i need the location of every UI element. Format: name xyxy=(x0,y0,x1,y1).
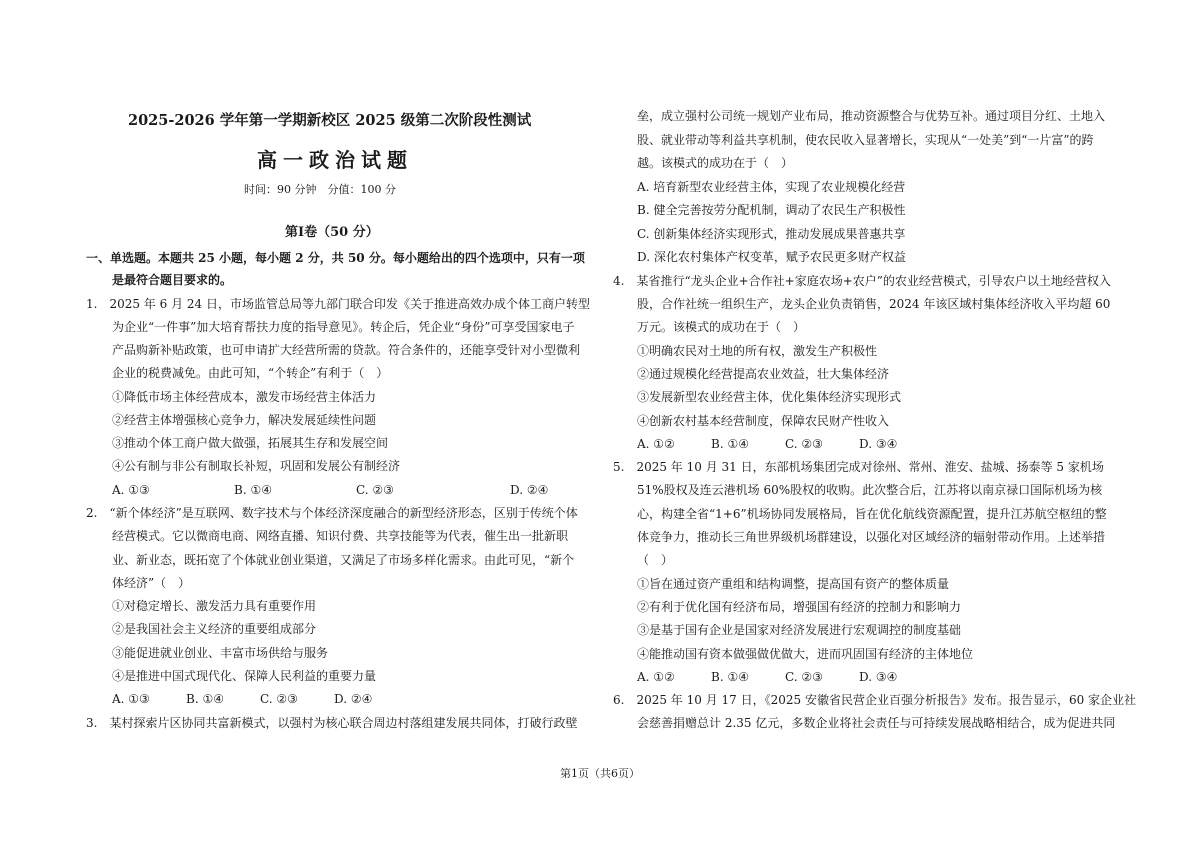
volume-heading: 第Ⅰ卷（50 分） xyxy=(285,225,379,240)
option-c[interactable]: C. ②③ xyxy=(356,483,394,497)
option-a[interactable]: A. ①② xyxy=(637,670,675,684)
statement-2: ②是我国社会主义经济的重要组成部分 xyxy=(112,622,317,636)
section-instruction-cont: 是最符合题目要求的。 xyxy=(112,273,233,287)
option-c[interactable]: C. ②③ xyxy=(785,670,823,684)
statement-3: ③推动个体工商户做大做强，拓展其生存和发展空间 xyxy=(112,436,389,450)
option-a[interactable]: A. ①③ xyxy=(112,483,150,497)
question-text: 1. 2025 年 6 月 24 日，市场监管总局等九部门联合印发《关于推进高效办成个体工商户转型 xyxy=(86,297,590,311)
question-text: 股，合作社统一组织生产，龙头企业负责销售，2024 年该区域村集体经济收入平均超 60 xyxy=(637,297,1111,311)
statement-1: ①对稳定增长、激发活力具有重要作用 xyxy=(112,599,317,613)
question-text: 51%股权及连云港机场 60%股权的收购。此次整合后，江苏将以南京禄口国际机场为核 xyxy=(637,483,1103,497)
option-b[interactable]: B. ①④ xyxy=(234,483,272,497)
page-footer: 第1页（共6页） xyxy=(560,767,640,780)
option-b[interactable]: B. ①④ xyxy=(186,692,224,706)
question-text: 股、就业带动等利益共享机制，使农民收入显著增长，实现从“一处美”到“一片富”的跨 xyxy=(637,133,1094,147)
question-text: 万元。该模式的成功在于（ ） xyxy=(637,320,806,334)
question-text: 5. 2025 年 10 月 31 日，东部机场集团完成对徐州、常州、淮安、盐城、扬泰等 5 家机场 xyxy=(613,460,1104,474)
option-d[interactable]: D. ③④ xyxy=(859,437,898,451)
statement-3: ③发展新型农业经营主体，优化集体经济实现形式 xyxy=(637,390,902,404)
question-text: 垒，成立强村公司统一规划产业布局，推动资源整合与优势互补。通过项目分红、土地入 xyxy=(637,109,1106,123)
question-text: 产品购新补贴政策，也可申请扩大经营所需的贷款。符合条件的，还能享受针对小型微利 xyxy=(112,343,581,357)
question-text: 心，构建全省“1+6”机场协同发展格局，旨在优化航线资源配置，提升江苏航空枢纽的整 xyxy=(637,507,1107,521)
statement-2: ②经营主体增强核心竞争力，解决发展延续性问题 xyxy=(112,413,377,427)
option-b[interactable]: B. ①④ xyxy=(711,670,749,684)
exam-meta: 时间：90 分钟 分值：100 分 xyxy=(244,183,396,196)
statement-4: ④公有制与非公有制取长补短，巩固和发展公有制经济 xyxy=(112,459,401,473)
section-instruction: 一、单选题。本题共 25 小题，每小题 2 分，共 50 分。每小题给出的四个选项中，只有一项 xyxy=(86,251,585,265)
question-text: 体经济”（ ） xyxy=(112,576,191,590)
statement-1: ①明确农民对土地的所有权，激发生产积极性 xyxy=(637,344,878,358)
question-text: 越。该模式的成功在于（ ） xyxy=(637,156,794,170)
statement-1: ①旨在通过资产重组和结构调整，提高国有资产的整体质量 xyxy=(637,577,950,591)
option-d[interactable]: D. ②④ xyxy=(334,692,373,706)
question-text: 会慈善捐赠总计 2.35 亿元，多数企业将社会责任与可持续发展战略相结合，成为促进共同 xyxy=(637,716,1116,730)
statement-4: ④能推动国有资本做强做优做大，进而巩固国有经济的主体地位 xyxy=(637,647,974,661)
question-text: （ ） xyxy=(637,553,674,567)
option-d[interactable]: D. ②④ xyxy=(510,483,549,497)
option-d[interactable]: D. ③④ xyxy=(859,670,898,684)
option-a[interactable]: A. ①② xyxy=(637,437,675,451)
question-text: 2. “新个体经济”是互联网、数字技术与个体经济深度融合的新型经济形态，区别于传统个体 xyxy=(86,506,578,520)
statement-4: ④是推进中国式现代化、保障人民利益的重要力量 xyxy=(112,669,377,683)
statement-3: ③能促进就业创业、丰富市场供给与服务 xyxy=(112,646,329,660)
question-text: 为企业“一件事”加大培育帮扶力度的指导意见》。转企后，凭企业“身份”可享受国家电子 xyxy=(112,320,575,334)
option-a[interactable]: A. ①③ xyxy=(112,692,150,706)
question-text: 6. 2025 年 10 月 17 日，《2025 安徽省民营企业百强分析报告》发布。报告显示，60 家企业社 xyxy=(613,693,1137,707)
option-c[interactable]: C. ②③ xyxy=(260,692,298,706)
question-text: 体竞争力，推动长三角世界级机场群建设，以强化对区域经济的辐射带动作用。上述举措 xyxy=(637,530,1106,544)
exam-title: 2025-2026 学年第一学期新校区 2025 级第二次阶段性测试 xyxy=(128,112,532,129)
question-text: 企业的税费减免。由此可知，“个转企”有利于（ ） xyxy=(112,366,389,380)
statement-2: ②通过规模化经营提高农业效益，壮大集体经济 xyxy=(637,367,890,381)
option-d[interactable]: D. 深化农村集体产权变革，赋予农民更多财产权益 xyxy=(637,250,906,264)
option-b[interactable]: B. ①④ xyxy=(711,437,749,451)
statement-2: ②有利于优化国有经济布局，增强国有经济的控制力和影响力 xyxy=(637,600,962,614)
option-c[interactable]: C. ②③ xyxy=(785,437,823,451)
option-a[interactable]: A. 培育新型农业经营主体，实现了农业规模化经营 xyxy=(637,180,906,194)
option-c[interactable]: C. 创新集体经济实现形式，推动发展成果普惠共享 xyxy=(637,227,906,241)
statement-1: ①降低市场主体经营成本，激发市场经营主体活力 xyxy=(112,390,377,404)
question-text: 经营模式。它以微商电商、网络直播、知识付费、共享技能等为代表，催生出一批新职 xyxy=(112,529,569,543)
question-text: 4. 某省推行“龙头企业+合作社+家庭农场+农户”的农业经营模式，引导农户以土地经营权入 xyxy=(613,274,1111,288)
statement-4: ④创新农村基本经营制度，保障农民财产性收入 xyxy=(637,414,890,428)
subject-title: 高一政治试题 xyxy=(257,148,413,172)
option-b[interactable]: B. 健全完善按劳分配机制，调动了农民生产积极性 xyxy=(637,203,906,217)
question-3-start: 3. 某村探索片区协同共富新模式，以强村为核心联合周边村落组建发展共同体，打破行政壁 xyxy=(86,716,578,730)
question-text: 业、新业态，既拓宽了个体就业创业渠道，又满足了市场多样化需求。由此可见，“新个 xyxy=(112,553,575,567)
statement-3: ③是基于国有企业是国家对经济发展进行宏观调控的制度基础 xyxy=(637,623,962,637)
